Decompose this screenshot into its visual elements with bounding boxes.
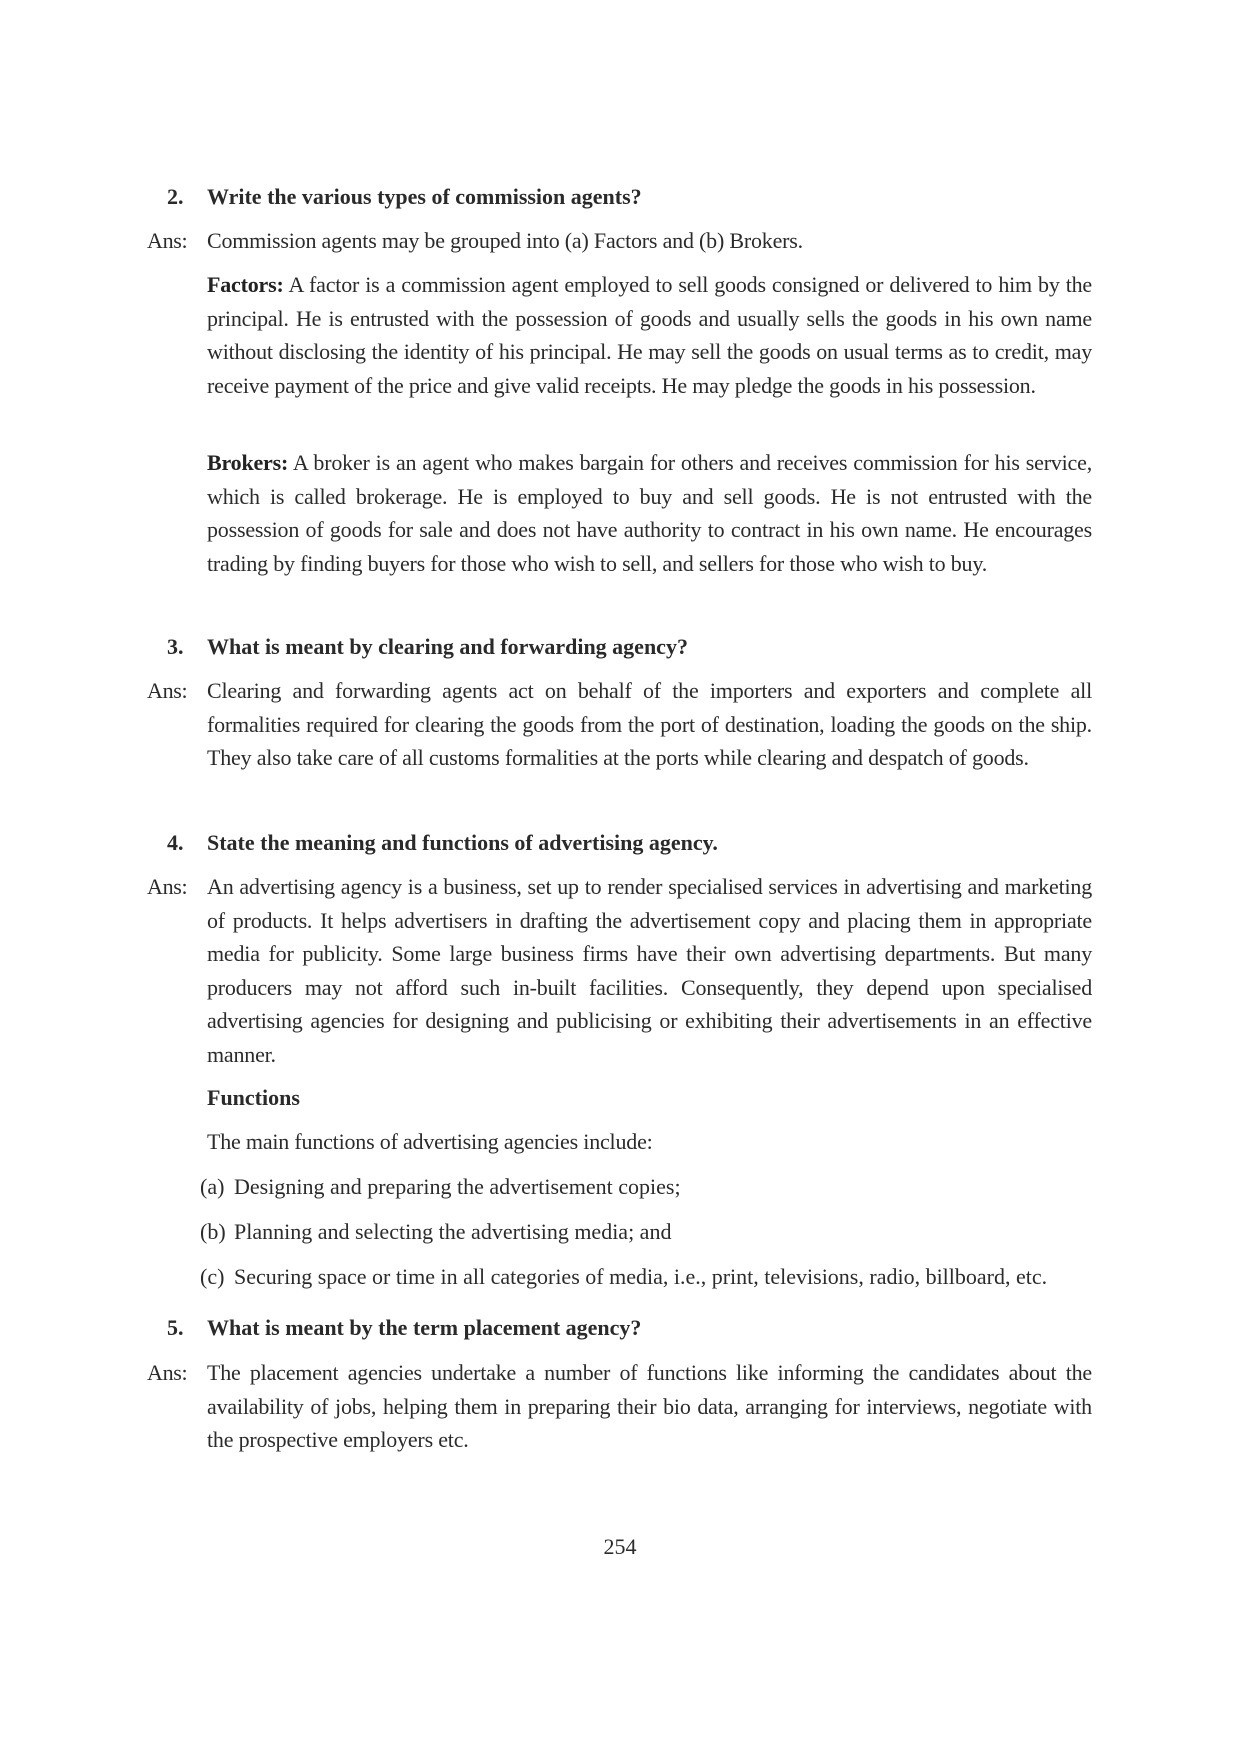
brokers-label: Brokers: xyxy=(207,450,289,475)
answer-text: Commission agents may be grouped into (a) Factors and (b) Brokers. xyxy=(207,228,803,253)
factors-text: A factor is a commission agent employed to sell goods consigned or delivered to him by the principal. He is entrusted with the possession of goods and usually sells the goods in his own name without disclosing the identity of his principal. He may sell the goods on usual terms as to credit, may receive payment of the price and give valid receipts. He may pledge the goods in his possession. xyxy=(207,272,1092,398)
ans-label: Ans: xyxy=(147,228,188,253)
question-text: What is meant by the term placement agency? xyxy=(207,1315,642,1340)
answer-text: Clearing and forwarding agents act on behalf of the importers and exporters and complete all formalities required for clearing the goods from the port of destination, loading the goods on the ship. They also take care of all customs formalities at the ports while clearing and despatch of goods. xyxy=(207,678,1092,770)
ans-label: Ans: xyxy=(147,874,188,899)
list-item xyxy=(200,1215,1095,1249)
question-text: Write the various types of commission agents? xyxy=(207,184,642,209)
page-number: 254 xyxy=(603,1534,637,1559)
answer-text: The placement agencies undertake a number of functions like informing the candidates about the availability of jobs, helping them in preparing their bio data, arranging for interviews, negotiate with the prospective employers etc. xyxy=(207,1360,1092,1452)
brokers-text: A broker is an agent who makes bargain for others and receives commission for his service, which is called brokerage. He is employed to buy and sell goods. He is not entrusted with the possession of goods for sale and does not have authority to contract in his own name. He encourages trading by finding buyers for those who wish to sell, and sellers for those who wish to buy. xyxy=(207,450,1092,576)
functions-intro: The main functions of advertising agencies include: xyxy=(207,1129,653,1154)
list-item xyxy=(200,1170,1095,1204)
list-marker: (b) xyxy=(200,1219,226,1244)
answer-text: An advertising agency is a business, set up to render specialised services in advertising and marketing of products. It helps advertisers in drafting the advertisement copy and placing them in appropriate media for publicity. Some large business firms have their own advertising departments. But many producers may not afford such in-built facilities. Consequently, they depend upon specialised advertising agencies for designing and publicising or exhibiting their advertisements in an effective manner. xyxy=(207,874,1092,1067)
question-text: What is meant by clearing and forwarding agency? xyxy=(207,634,688,659)
factors-paragraph xyxy=(207,268,1092,402)
list-marker: (a) xyxy=(200,1174,225,1199)
list-text: Planning and selecting the advertising media; and xyxy=(234,1219,672,1244)
question-number: 4. xyxy=(167,830,184,855)
list-text: Designing and preparing the advertisement copies; xyxy=(234,1174,681,1199)
question-number: 3. xyxy=(167,634,184,659)
list-item xyxy=(200,1260,1095,1294)
list-marker: (c) xyxy=(200,1264,225,1289)
factors-label: Factors: xyxy=(207,272,284,297)
ans-label: Ans: xyxy=(147,1360,188,1385)
question-number: 2. xyxy=(167,184,184,209)
functions-heading: Functions xyxy=(207,1085,300,1110)
ans-label: Ans: xyxy=(147,678,188,703)
list-text: Securing space or time in all categories of media, i.e., print, televisions, radio, billboard, etc. xyxy=(234,1264,1048,1289)
brokers-paragraph xyxy=(207,446,1092,580)
question-text: State the meaning and functions of advertising agency. xyxy=(207,830,718,855)
question-number: 5. xyxy=(167,1315,184,1340)
